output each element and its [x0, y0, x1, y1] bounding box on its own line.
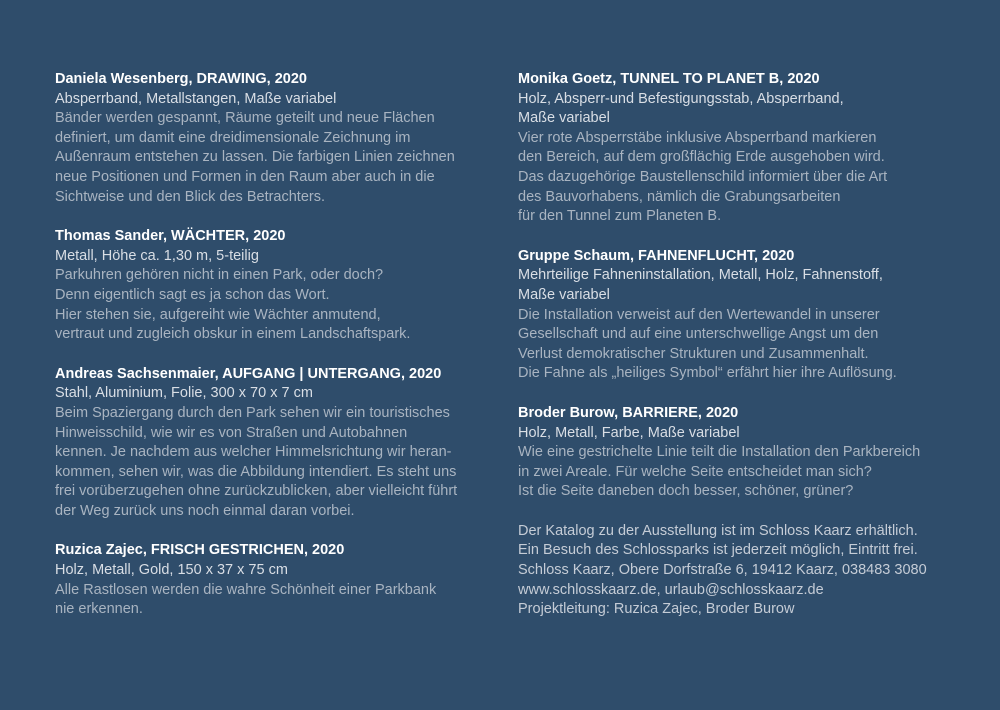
artwork-description-line: Verlust demokratischer Strukturen und Zusammenhalt. [518, 345, 869, 362]
artwork-description-line: Bänder werden gespannt, Räume geteilt und neue Flächen [55, 110, 435, 127]
artwork-description-line: Sichtweise und den Blick des Betrachters. [55, 188, 325, 205]
artwork-entry [55, 541, 505, 619]
catalog-footer [518, 522, 968, 620]
artwork-description-line: Die Fahne als „heiliges Symbol“ erfährt hier ihre Auflösung. [518, 365, 897, 382]
artwork-entry [518, 70, 968, 227]
artwork-title: Thomas Sander, WÄCHTER, 2020 [55, 228, 286, 245]
artwork-description-line: der Weg zurück uns noch einmal daran vorbei. [55, 502, 355, 519]
right-entries [518, 70, 968, 502]
artwork-entry [518, 404, 968, 502]
artwork-material: Holz, Metall, Farbe, Maße variabel [518, 424, 740, 441]
artwork-description-line: Alle Rastlosen werden die wahre Schönheit einer Parkbank [55, 581, 437, 598]
artwork-title: Monika Goetz, TUNNEL TO PLANET B, 2020 [518, 71, 820, 87]
artwork-description-line: Die Installation verweist auf den Wertewandel in unserer [518, 306, 880, 323]
artwork-material: Holz, Absperr-und Befestigungsstab, Absperrband, [518, 90, 844, 107]
artwork-description-line: Wie eine gestrichelte Linie teilt die Installation den Parkbereich [518, 444, 921, 461]
artwork-description-line: vertraut und zugleich obskur in einem Landschaftspark. [55, 326, 411, 343]
artwork-material: Stahl, Aluminium, Folie, 300 x 70 x 7 cm [55, 385, 313, 402]
artwork-description-line: in zwei Areale. Für welche Seite entscheidet man sich? [518, 463, 872, 480]
artwork-description-line: kennen. Je nachdem aus welcher Himmelsrichtung wir heran- [55, 444, 452, 461]
artwork-material: Maße variabel [518, 110, 610, 127]
artwork-description-line: Gesellschaft und auf eine unterschwellige Angst um den [518, 326, 879, 343]
artwork-entry [55, 70, 505, 207]
artwork-description-line: Hinweisschild, wie wir es von Straßen und Autobahnen [55, 424, 408, 441]
artwork-entry [55, 227, 505, 345]
artwork-entry [518, 247, 968, 384]
footer-line: Projektleitung: Ruzica Zajec, Broder Burow [518, 601, 795, 618]
artwork-title: Broder Burow, BARRIERE, 2020 [518, 404, 739, 421]
right-column [518, 70, 968, 620]
artwork-title: Andreas Sachsenmaier, AUFGANG | UNTERGANG, 2020 [55, 365, 442, 382]
artwork-description-line: des Bauvorhabens, nämlich die Grabungsarbeiten [518, 188, 841, 205]
artwork-description-line: neue Positionen und Formen in den Raum aber auch in die [55, 168, 435, 185]
artwork-description-line: Vier rote Absperrstäbe inklusive Absperrband markieren [518, 129, 877, 146]
left-column [55, 70, 505, 640]
footer-line: Schloss Kaarz, Obere Dorfstraße 6, 19412 Kaarz, 038483 3080 [518, 562, 927, 579]
artwork-material: Mehrteilige Fahneninstallation, Metall, Holz, Fahnenstoff, [518, 267, 883, 284]
artwork-description-line: für den Tunnel zum Planeten B. [518, 208, 722, 225]
artwork-description-line: kommen, sehen wir, was die Abbildung intendiert. Es steht uns [55, 463, 457, 480]
artwork-description-line: Hier stehen sie, aufgereiht wie Wächter anmutend, [55, 306, 381, 323]
artwork-description-line: den Bereich, auf dem großflächig Erde ausgehoben wird. [518, 149, 885, 166]
artwork-description-line: Ist die Seite daneben doch besser, schöner, grüner? [518, 483, 854, 500]
artwork-material: Absperrband, Metallstangen, Maße variabel [55, 90, 337, 107]
artwork-title: Daniela Wesenberg, DRAWING, 2020 [55, 71, 307, 87]
artwork-description-line: Denn eigentlich sagt es ja schon das Wort. [55, 286, 330, 303]
artwork-title: Ruzica Zajec, FRISCH GESTRICHEN, 2020 [55, 542, 345, 559]
artwork-title: Gruppe Schaum, FAHNENFLUCHT, 2020 [518, 247, 795, 264]
artwork-description-line: definiert, um damit eine dreidimensionale Zeichnung im [55, 129, 411, 146]
artwork-description-line: frei vorüberzugehen ohne zurückzublicken, aber vielleicht führt [55, 483, 458, 500]
footer-line: www.schlosskaarz.de, urlaub@schlosskaarz.de [518, 581, 824, 598]
artwork-entry [55, 365, 505, 522]
artwork-description-line: Parkuhren gehören nicht in einen Park, oder doch? [55, 267, 384, 284]
footer-line: Der Katalog zu der Ausstellung ist im Schloss Kaarz erhältlich. [518, 522, 918, 539]
artwork-material: Holz, Metall, Gold, 150 x 37 x 75 cm [55, 562, 288, 579]
footer-line: Ein Besuch des Schlossparks ist jederzeit möglich, Eintritt frei. [518, 542, 918, 559]
artwork-description-line: nie erkennen. [55, 601, 143, 618]
artwork-description-line: Das dazugehörige Baustellenschild informiert über die Art [518, 168, 888, 185]
artwork-material: Metall, Höhe ca. 1,30 m, 5-teilig [55, 247, 259, 264]
artwork-description-line: Beim Spaziergang durch den Park sehen wir ein touristisches [55, 404, 450, 421]
artwork-material: Maße variabel [518, 286, 610, 303]
artwork-description-line: Außenraum entstehen zu lassen. Die farbigen Linien zeichnen [55, 149, 455, 166]
